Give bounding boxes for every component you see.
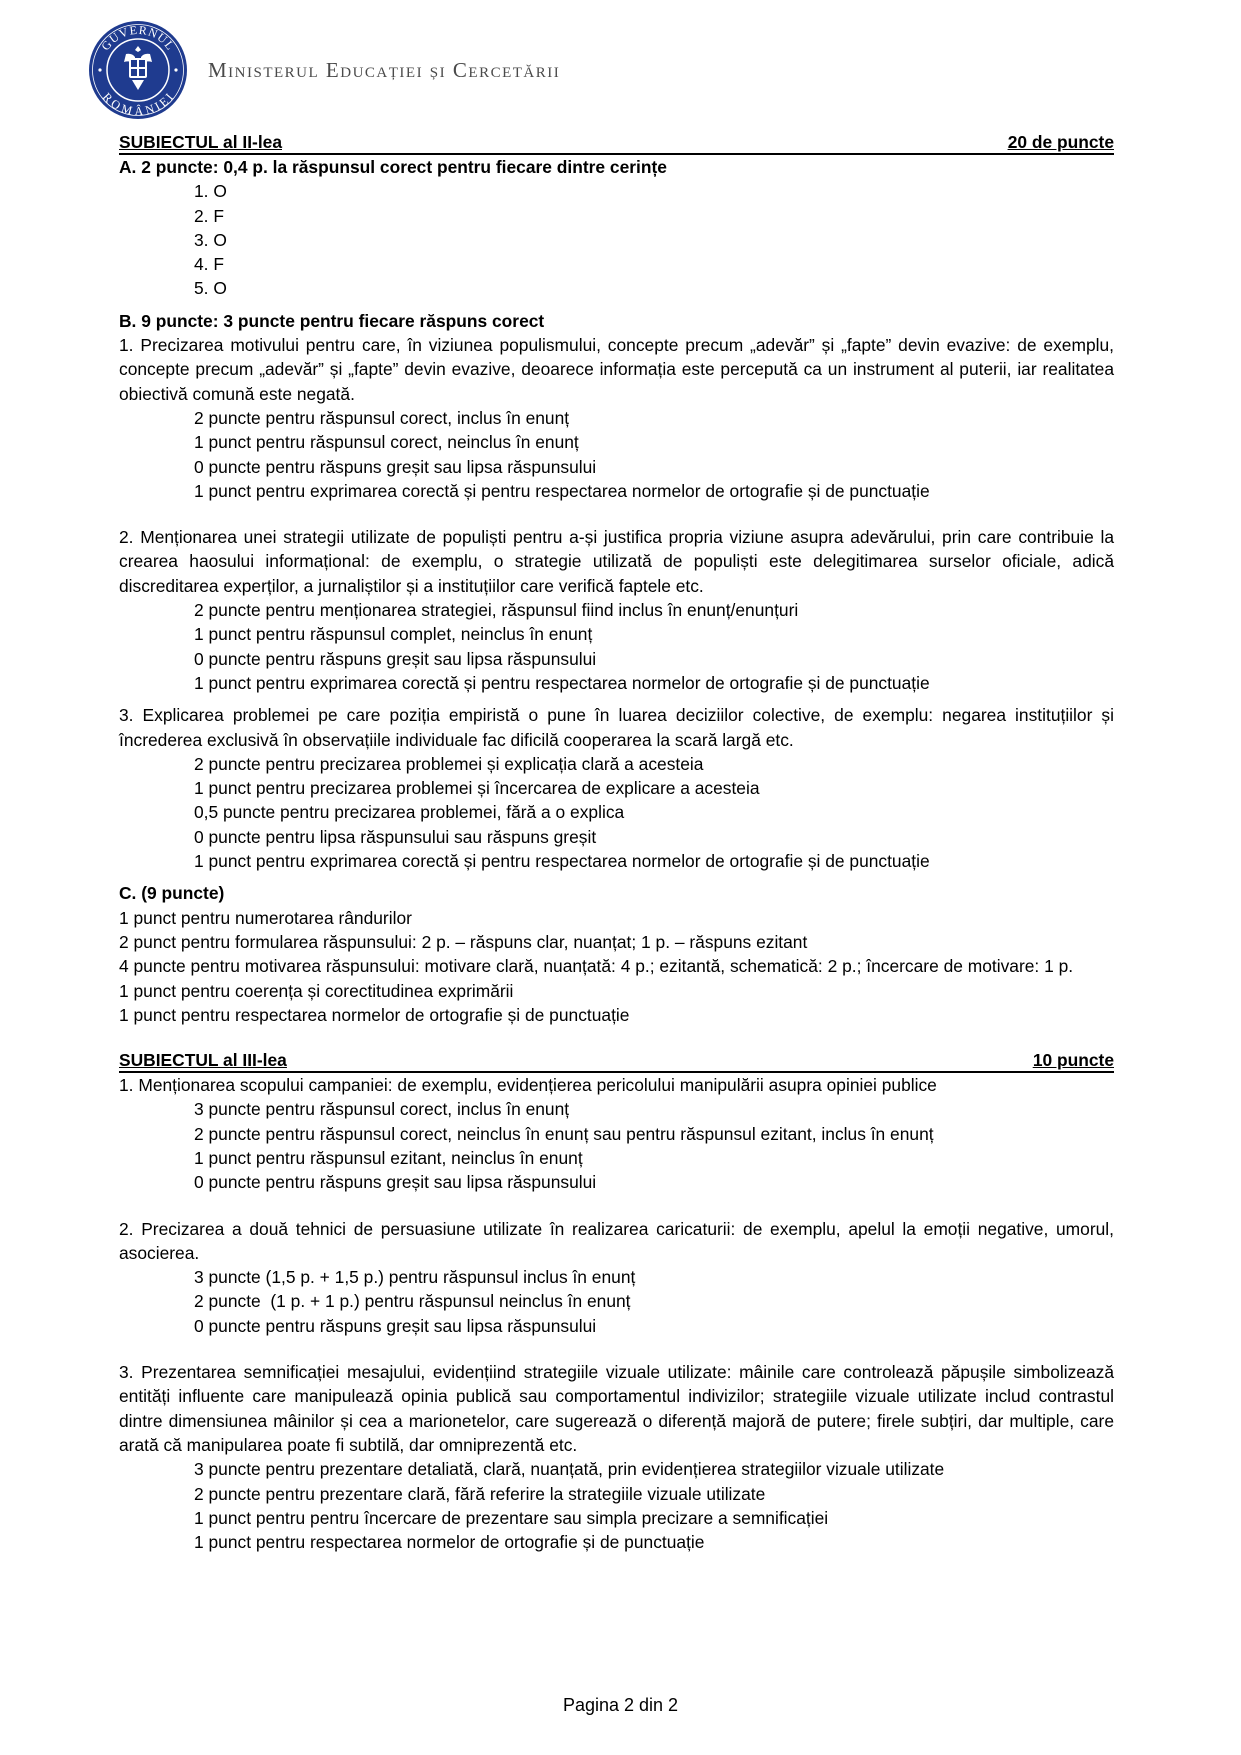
question-s3-2: 2. Precizarea a două tehnici de persuasiune utilizate în realizarea caricaturii: de exemplu, apelul la emoții negative, umorul, asocierea.	[119, 1218, 1114, 1263]
subject-3-title: SUBIECTUL al III-lea	[119, 1050, 287, 1071]
page-number: Pagina 2 din 2	[562, 1695, 679, 1715]
scoring-line: 0 puncte pentru lipsa răspunsului sau răspuns greșit	[194, 826, 597, 847]
scoring-line: 1 punct pentru exprimarea corectă și pentru respectarea normelor de ortografie și de punctuație	[194, 480, 930, 501]
scoring-line: 1 punct pentru exprimarea corectă și pentru respectarea normelor de ortografie și de punctuație	[194, 672, 930, 693]
scoring-line: 3 puncte (1,5 p. + 1,5 p.) pentru răspunsul inclus în enunț	[194, 1267, 636, 1288]
scoring-line: 2 puncte pentru prezentare clară, fără referire la strategiile vizuale utilizate	[194, 1483, 766, 1504]
scoring-line: 2 puncte (1 p. + 1 p.) pentru răspunsul neinclus în enunț	[194, 1291, 631, 1312]
scoring-line: 1 punct pentru răspunsul complet, neinclus în enunț	[194, 624, 593, 645]
scoring-line: 2 puncte pentru răspunsul corect, neinclus în enunț sau pentru răspunsul ezitant, inclus în enunț	[194, 1123, 934, 1144]
section-c-line: 4 puncte pentru motivarea răspunsului: motivare clară, nuanțată: 4 p.; ezitantă, schematică: 2 p.; încercare de motivare: 1 p.	[119, 956, 1074, 977]
scoring-line: 1 punct pentru exprimarea corectă și pentru respectarea normelor de ortografie și de punctuație	[194, 851, 930, 872]
grading-scheme	[119, 131, 1114, 1554]
question-s3-1: 1. Menționarea scopului campaniei: de exemplu, evidențierea pericolului manipulării asupra opiniei publice	[119, 1075, 937, 1096]
scoring-line: 2 puncte pentru menționarea strategiei, răspunsul fiind inclus în enunț/enunțuri	[194, 600, 799, 621]
section-c-line: 2 punct pentru formularea răspunsului: 2 p. – răspuns clar, nuanțat; 1 p. – răspuns ezitant	[119, 931, 808, 952]
question-s3-3: 3. Prezentarea semnificației mesajului, evidențiind strategiile vizuale utilizate: mâinile care controlează păpușile simbolizează entități influente care manipulează opinia publică sau comportamentul indivizilor; strategiile vizuale utilizate includ contrastul dintre dimensiunea mâinilor și cea a marionetelor, care sugerează o diferență majoră de putere; firele subțiri, dar multiple, care arată că manipularea poate fi subtilă, dar omniprezentă etc.	[119, 1362, 1114, 1455]
subject-3-header	[119, 1049, 1114, 1073]
scoring-line: 0 puncte pentru răspuns greșit sau lipsa răspunsului	[194, 1172, 597, 1193]
answer-5: 5. O	[194, 278, 227, 299]
scoring-line: 2 puncte pentru răspunsul corect, inclus în enunț	[194, 407, 570, 428]
scoring-line: 3 puncte pentru răspunsul corect, inclus în enunț	[194, 1099, 570, 1120]
question-b2: 2. Menționarea unei strategii utilizate de populiști pentru a-și justifica propria viziune asupra adevărului, prin care contribuie la crearea haosului informațional: de exemplu, o strategie utilizată de populiști este delegitimarea surselor oficiale, adică discreditarea experților, a jurnaliștilor și a instituțiilor care verifică faptele etc.	[119, 527, 1114, 596]
scoring-line: 1 punct pentru respectarea normelor de ortografie și de punctuație	[194, 1532, 705, 1553]
ministry-name: Ministerul Educației și Cercetării	[208, 57, 561, 82]
government-crest-icon	[88, 20, 188, 120]
scoring-line: 1 punct pentru răspunsul corect, neinclus în enunț	[194, 432, 579, 453]
subject-3-points: 10 puncte	[1032, 1050, 1114, 1071]
scoring-line: 3 puncte pentru prezentare detaliată, clară, nuanțată, prin evidențierea strategiilor vizuale utilizate	[194, 1459, 945, 1480]
section-b-heading: B. 9 puncte: 3 puncte pentru fiecare răspuns corect	[119, 310, 545, 331]
scoring-line: 0 puncte pentru răspuns greșit sau lipsa răspunsului	[194, 648, 597, 669]
section-c-line: 1 punct pentru coerența și corectitudinea exprimării	[119, 980, 514, 1001]
svg-text:GUVERNUL: GUVERNUL	[98, 22, 178, 54]
scoring-line: 0 puncte pentru răspuns greșit sau lipsa răspunsului	[194, 456, 597, 477]
answer-4: 4. F	[194, 254, 224, 275]
question-b1: 1. Precizarea motivului pentru care, în viziunea populismului, concepte precum „adevăr” și „fapte” devin evazive: de exemplu, concepte precum „adevăr” și „fapte” devin evazive, deoarece informația este percepută ca un instrument al puterii, iar realitatea obiectivă comună este negată.	[119, 335, 1114, 404]
subject-2-header	[119, 131, 1114, 155]
scoring-line: 1 punct pentru precizarea problemei și încercarea de explicare a acesteia	[194, 778, 760, 799]
section-a-heading: A. 2 puncte: 0,4 p. la răspunsul corect pentru fiecare dintre cerințe	[119, 157, 667, 177]
answer-2: 2. F	[194, 205, 224, 226]
document-header	[88, 20, 560, 120]
section-c-line: 1 punct pentru respectarea normelor de ortografie și de punctuație	[119, 1004, 630, 1025]
subject-2-title: SUBIECTUL al II-lea	[119, 132, 282, 152]
answer-3: 3. O	[194, 229, 227, 250]
scoring-line: 1 punct pentru pentru încercare de prezentare sau simpla precizare a semnificației	[194, 1507, 829, 1528]
scoring-line: 1 punct pentru răspunsul ezitant, neinclus în enunț	[194, 1147, 583, 1168]
subject-2-points: 20 de puncte	[1007, 132, 1114, 152]
section-c-heading: C. (9 puncte)	[119, 883, 225, 904]
svg-text:ROMÂNIEI: ROMÂNIEI	[99, 89, 177, 119]
section-c-line: 1 punct pentru numerotarea rândurilor	[119, 907, 412, 928]
scoring-line: 0,5 puncte pentru precizarea problemei, fără a o explica	[194, 802, 625, 823]
question-b3: 3. Explicarea problemei pe care poziția empiristă o pune în luarea deciziilor colective, de exemplu: negarea instituțiilor și încrederea exclusivă în observațiile individuale fac dificilă cooperarea la scară largă etc.	[119, 705, 1114, 750]
answer-1: 1. O	[194, 181, 227, 202]
scoring-line: 0 puncte pentru răspuns greșit sau lipsa răspunsului	[194, 1315, 597, 1336]
scoring-line: 2 puncte pentru precizarea problemei și explicația clară a acesteia	[194, 753, 704, 774]
